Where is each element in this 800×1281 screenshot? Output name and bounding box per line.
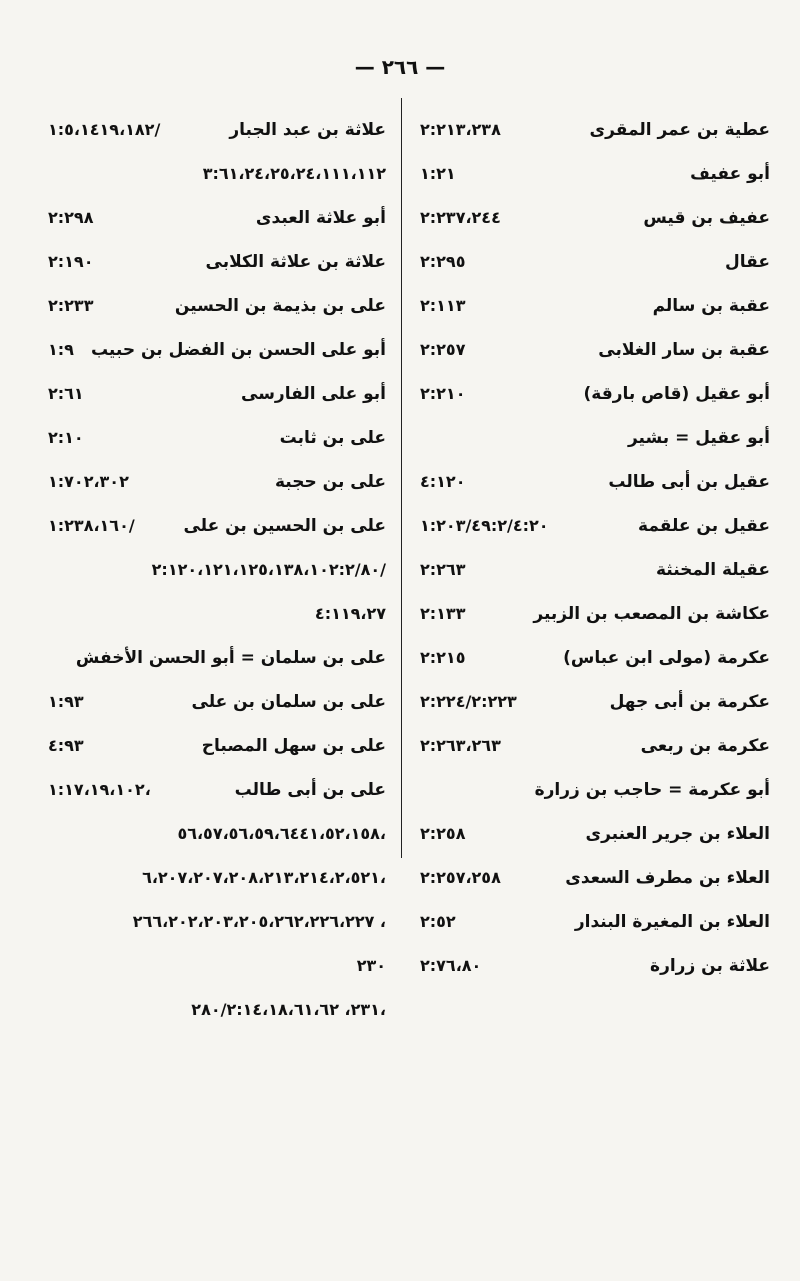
index-entry [420,328,770,372]
entry-page-reference: ٢:٢٢٤/٢:٢٢٣ [420,692,517,711]
index-entry [420,900,770,944]
index-entry [420,416,770,460]
index-entry [420,768,770,812]
index-entry [420,108,770,152]
entry-page-reference: ٢:٢٦٣ [420,560,466,579]
index-entry [420,284,770,328]
entry-name: على بن أبى طالب [234,780,386,800]
entry-page-reference: ٢:٢٦٣،٢٦٣ [420,736,501,755]
entry-name: عكاشة بن المصعب بن الزبير [533,604,770,624]
index-entry [420,724,770,768]
index-entry [48,680,386,724]
index-entry-continuation: ٥٦،٥٧،٥٦،٥٩،٦٤٤١،٥٢،١٥٨، [177,824,386,843]
entry-name: على بن ثابت [279,428,386,448]
index-entry [420,636,770,680]
entry-page-reference: ٢:٢٣٧،٢٤٤ [420,208,501,227]
index-entry [420,372,770,416]
index-entry [48,636,386,680]
index-entry-continuation: ٣:٦١،٢٤،٢٥،٢٤،١١١،١١٢ [202,164,386,183]
entry-name: عقيلة المخنثة [655,560,770,580]
index-entry-continuation: ٤:١١٩،٢٧ [314,604,386,623]
entry-page-reference: ١:٥،١٤١٩،١٨٢/ [48,120,161,139]
entry-page-reference: ٢:٢٩٨ [48,208,94,227]
index-entry [420,944,770,988]
entry-page-reference: ٢:٢٥٧،٢٥٨ [420,868,501,887]
entry-name: عقيل بن علقمة [638,516,770,536]
index-entry [48,460,386,504]
entry-name: علاثة بن عبد الجبار [229,120,386,140]
index-entry [420,504,770,548]
entry-name: عقال [725,252,770,272]
entry-name: على بن سلمان = أبو الحسن الأخفش [75,648,386,668]
entry-page-reference: ٢:٢٣٣ [48,296,94,315]
entry-name: عقبة بن سار الغلابى [598,340,770,360]
entry-name: على بن سهل المصباح [201,736,386,756]
entry-name: على بن بذيمة بن الحسين [174,296,386,316]
entry-page-reference: ٢:١٠ [48,428,84,447]
index-entry-continuation: ٦،٢٠٧،٢٠٧،٢٠٨،٢١٣،٢١٤،٢،٥٢١، [142,868,386,887]
index-column-right [420,108,770,988]
entry-page-reference: ٤:١٢٠ [420,472,466,491]
entry-page-reference: ٢:١٩٠ [48,252,94,271]
index-entry [420,240,770,284]
entry-page-reference: ١:٢٣٨،١٦٠/ [48,516,135,535]
column-divider [401,98,402,858]
index-entry [420,548,770,592]
index-entry [48,196,386,240]
index-entry-continuation: ٢٣٠ [356,956,386,975]
entry-name: أبو على الحسن بن الفضل بن حبيب [90,340,386,360]
entry-page-reference: ٤:٩٣ [48,736,84,755]
index-entry [48,284,386,328]
entry-name: أبو عكرمة = حاجب بن زرارة [534,780,770,800]
entry-name: علاثة بن زرارة [650,956,770,976]
entry-name: العلاء بن المغيرة البندار [574,912,770,932]
entry-page-reference: ٢:٢٩٥ [420,252,466,271]
entry-page-reference: ١:٢٠٣/٤٩:٢/٤:٢٠ [420,516,549,535]
entry-name: أبو عقيل = بشير [627,428,770,448]
entry-name: العلاء بن مطرف السعدى [565,868,770,888]
entry-name: عكرمة بن ربعى [640,736,770,756]
index-entry [420,592,770,636]
index-entry [420,460,770,504]
index-entry [48,328,386,372]
index-column-left [48,108,386,1032]
entry-page-reference: ٢:٢٥٧ [420,340,466,359]
entry-name: العلاء بن جرير العنبرى [585,824,770,844]
index-entry [48,504,386,548]
entry-name: أبو على الفارسى [241,384,386,404]
entry-name: أبو علاثة العبدى [255,208,386,228]
entry-name: أبو عقيل (قاص بارقة) [583,384,770,404]
index-entry [420,152,770,196]
index-entry [48,240,386,284]
entry-page-reference: ١:٧٠٢،٣٠٢ [48,472,129,491]
entry-page-reference: ٢:٢١٠ [420,384,466,403]
entry-page-reference: ١:٩٣ [48,692,84,711]
index-entry [48,372,386,416]
index-entry [420,812,770,856]
entry-name: عقبة بن سالم [652,296,770,316]
entry-name: أبو عفيف [690,164,770,184]
index-entry [48,768,386,812]
entry-page-reference: ٢:٥٢ [420,912,456,931]
entry-page-reference: ١:١٧،١٩،١٠٢، [48,780,151,799]
entry-page-reference: ٢:٢١٣،٢٣٨ [420,120,501,139]
index-entry [420,680,770,724]
entry-name: عكرمة (مولى ابن عباس) [563,648,770,668]
entry-name: عكرمة بن أبى جهل [609,692,770,712]
entry-name: عطية بن عمر المقرى [589,120,770,140]
index-entry [420,856,770,900]
entry-page-reference: ٢:٢١٥ [420,648,466,667]
index-entry [48,416,386,460]
index-entry-continuation: ٢:١٢٠،١٢١،١٢٥،١٣٨،١٠٢:٢/٨٠/ [151,560,386,579]
entry-page-reference: ٢:٧٦،٨٠ [420,956,482,975]
entry-name: على بن سلمان بن على [191,692,386,712]
entry-name: على بن حجبة [274,472,386,492]
entry-name: عقيل بن أبى طالب [608,472,770,492]
entry-page-reference: ٢:١٣٣ [420,604,466,623]
index-entry-continuation: ٢٦٦،٢٠٢،٢٠٣،٢٠٥،٢٦٢،٢٢٦،٢٢٧ ، [132,912,386,931]
entry-page-reference: ١:٢١ [420,164,456,183]
index-entry [420,196,770,240]
entry-page-reference: ٢:٦١ [48,384,84,403]
entry-name: عفيف بن قيس [643,208,770,228]
entry-page-reference: ٢:٢٥٨ [420,824,466,843]
index-entry [48,108,386,152]
index-entry-continuation: ٢٣١، ٢٨٠/٢:١٤،١٨،٦١،٦٢، [191,1000,386,1019]
entry-page-reference: ١:٩ [48,340,74,359]
index-entry [48,724,386,768]
entry-name: على بن الحسين بن على [183,516,386,536]
entry-name: علاثة بن علاثة الكلابى [205,252,386,272]
page-number: — ٢٦٦ — [354,55,446,79]
entry-page-reference: ٢:١١٣ [420,296,466,315]
